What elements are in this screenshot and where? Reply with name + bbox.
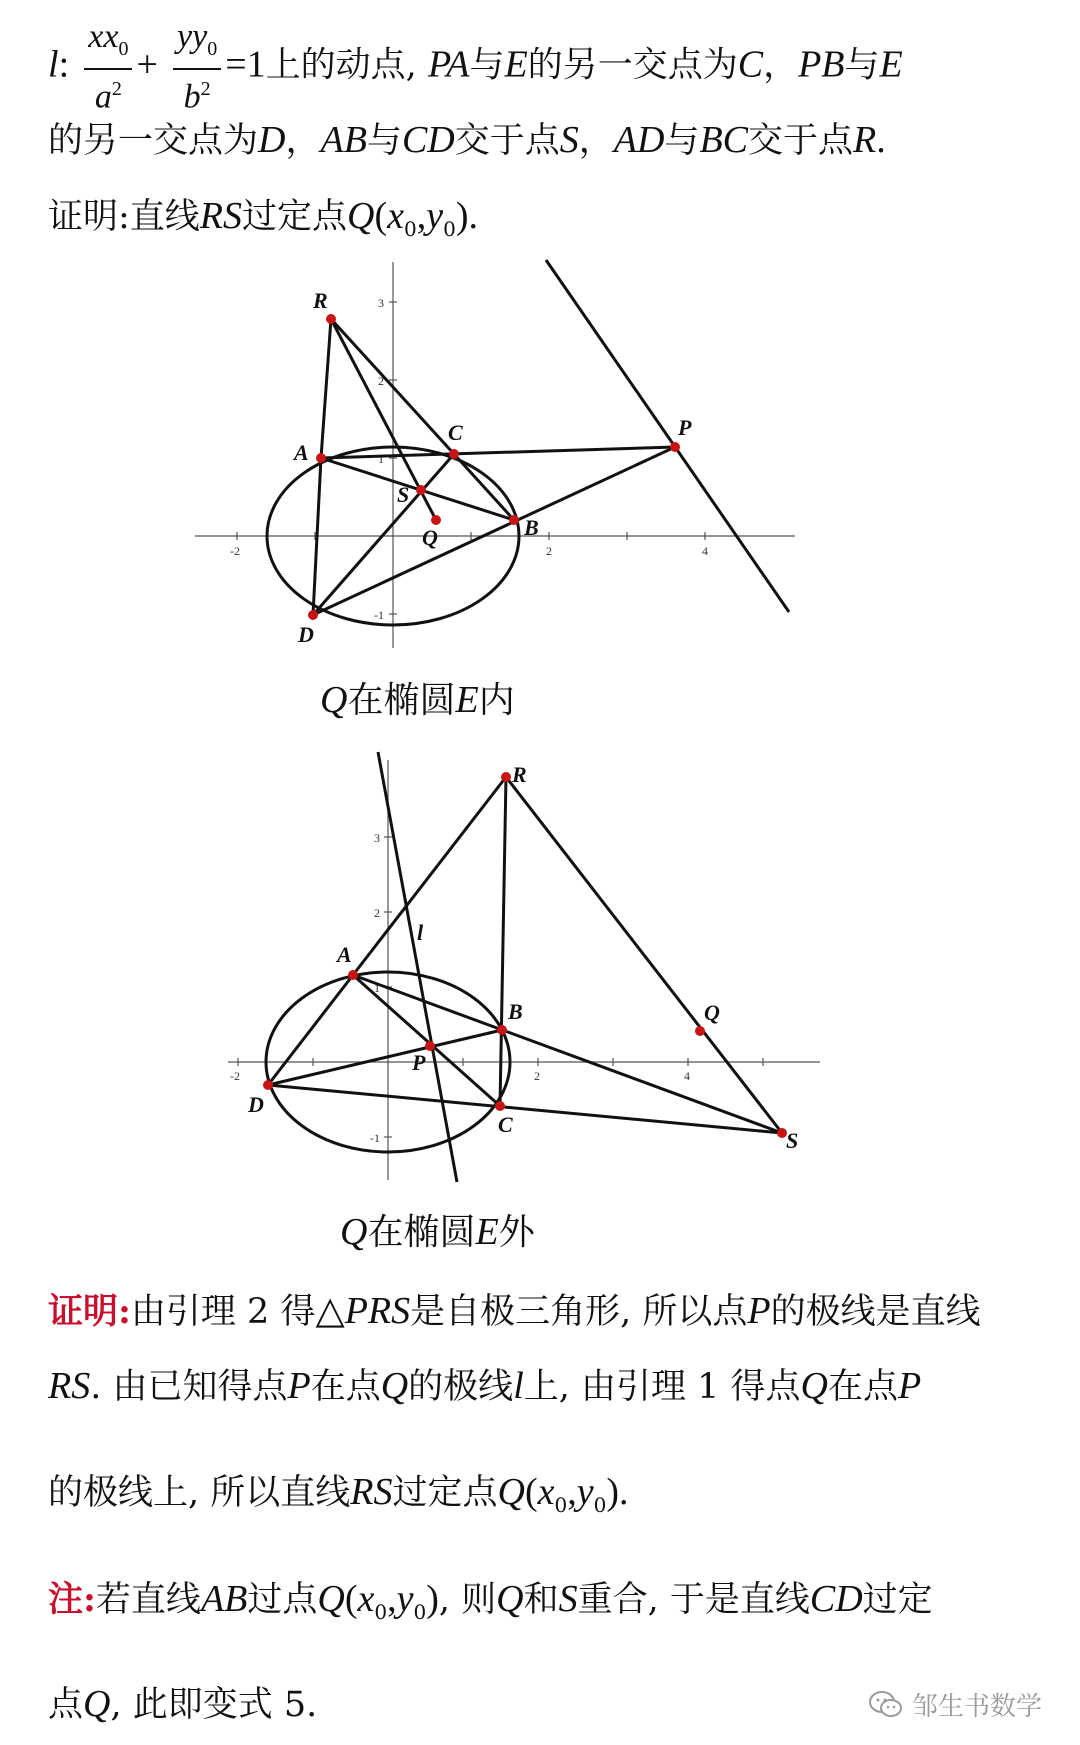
var-y: y [426,195,444,237]
tick-label: -1 [374,608,384,622]
polar-line-l [546,260,789,612]
tick-label: 3 [374,831,380,845]
text-segment: 过定点 [392,1473,498,1513]
point-labels [247,762,798,1153]
frac1-num-sub: 0 [118,37,129,60]
point-D [263,1080,273,1090]
var-RS: RS [48,1365,91,1407]
var-E: E [475,1211,499,1253]
sub-0: 0 [413,1600,427,1624]
point-Q [695,1026,705,1036]
text-segment: ， [578,121,614,161]
var-RS: RS [199,195,243,237]
text-segment: ， [285,121,321,161]
text-line-2 [48,116,886,165]
point-A [348,970,358,980]
label-l: l [417,920,424,945]
point-P [670,442,680,452]
wechat-icon [868,1690,904,1720]
figure-q-inside [0,250,1080,670]
var-PRS: PRS [344,1290,411,1332]
label-D: D [298,622,314,647]
text-segment: 的极线上, 所以直线 [48,1473,351,1513]
var-S: S [559,119,579,161]
text-segment: 与 [366,121,402,161]
segment-RS [506,777,782,1133]
text-segment: 若直线 [95,1580,201,1620]
point-S [416,485,426,495]
label-C: C [448,420,463,445]
var-x: x [357,1578,375,1620]
sub-0: 0 [404,217,417,241]
caption-text: 在椭圆 [367,1212,476,1253]
period: . [876,119,886,161]
var-PB: PB [798,43,845,86]
segment-RA [353,777,506,975]
construction-lines [268,752,782,1182]
text-line-3 [48,192,478,253]
period: . [468,195,479,237]
var-x: x [537,1471,555,1513]
var-BC: BC [699,119,748,161]
var-R: R [853,119,877,161]
label-B: B [524,515,539,540]
var-Q: Q [347,195,375,237]
label-S: S [786,1128,799,1153]
caption-text: 内 [478,680,515,721]
var-RS: RS [350,1471,393,1513]
text-segment: , 此即变式 5. [110,1685,318,1725]
var-E: E [455,679,479,721]
frac2-num-sub: 0 [207,37,218,60]
label-R: R [512,762,527,787]
var-CD: CD [401,119,455,161]
watermark-text: 邹生书数学 [911,1692,1042,1722]
point-R [326,314,336,324]
var-PA: PA [427,43,470,86]
caption-figure-2 [340,1204,535,1255]
proof-line-1 [48,1287,981,1336]
label-B: B [508,999,523,1024]
figure-q-outside [0,745,1080,1195]
text-segment: 的极线 [408,1367,514,1407]
tick-label: 2 [378,374,384,388]
frac1-den: a [94,78,112,116]
caption-text: 外 [498,1212,535,1253]
paren: ) [426,1578,439,1620]
text-segment: 过定 [862,1580,933,1620]
label-P: P [678,415,692,440]
var-P: P [898,1365,922,1407]
point-A [316,453,326,463]
tick-label: 4 [702,544,708,558]
proof-line-2 [48,1362,921,1411]
label-C: C [498,1112,513,1137]
var-Q: Q [340,1211,368,1253]
point-C [495,1101,505,1111]
point-R [501,772,511,782]
var-D: D [258,119,286,161]
point-C [449,449,459,459]
segment-DS [268,1085,782,1133]
construction-lines [313,260,789,615]
segment-RC [500,777,506,1106]
text-segment: 与 [664,121,700,161]
text-segment: 过点 [247,1580,318,1620]
point-P [425,1041,435,1051]
paren: ) [606,1471,619,1513]
equals-one: =1 [225,43,266,86]
label-Q: Q [704,1000,720,1025]
proof-line-3 [48,1468,628,1529]
tick-label: -2 [230,1069,240,1083]
tick-label: -1 [370,1131,380,1145]
var-S: S [558,1578,578,1620]
polar-line-l [378,752,457,1182]
var-Q: Q [317,1578,345,1620]
text-segment: 过定点 [242,197,348,237]
tick-label: 3 [378,296,384,310]
text-segment: 上的动点, [265,45,417,86]
paren: ) [455,195,469,237]
segment-AC [353,975,500,1106]
caption-text: 在椭圆 [347,680,456,721]
point-B [497,1025,507,1035]
segment-RA [321,319,331,458]
var-Q: Q [83,1683,111,1725]
note-line-2 [48,1680,317,1729]
paren: ( [344,1578,358,1620]
sub-0: 0 [443,217,456,241]
period: . [618,1471,629,1513]
var-Q: Q [380,1365,409,1407]
var-Q: Q [320,679,348,721]
caption-figure-1 [320,672,515,723]
label-D: D [248,1092,264,1117]
var-AB: AB [200,1578,248,1620]
var-E: E [879,43,903,86]
text-segment: 是自极三角形, 所以点 [410,1292,748,1332]
frac2-den-sup: 2 [200,77,211,100]
frac1-den-sup: 2 [111,77,122,100]
text-segment: 上, 由引理 1 得点 [523,1367,801,1407]
var-y: y [396,1578,414,1620]
point-B [509,515,519,525]
label-Q: Q [422,525,438,550]
watermark [868,1686,1042,1723]
var-x: x [387,195,405,237]
points [308,314,680,620]
text-segment: 点 [48,1685,84,1725]
note-line-1 [48,1575,933,1636]
fraction-x [84,18,132,116]
label-A: A [337,942,352,967]
var-y: y [576,1471,594,1513]
text-segment: 由引理 2 得 [130,1292,316,1332]
var-Q: Q [496,1578,524,1620]
colon: : [58,43,70,86]
sub-0: 0 [554,1493,568,1517]
frac1-num: xx [88,18,119,55]
text-segment: 与 [844,45,880,86]
var-l: l [48,43,59,86]
var-C: C [737,43,764,86]
tick-label: 1 [374,981,380,995]
var-Q: Q [800,1365,828,1407]
text-segment: 的另一交点为 [527,45,738,86]
tick-label: 4 [684,1069,690,1083]
frac2-num: yy [177,18,208,55]
text-segment: 的极线是直线 [770,1292,981,1332]
comma: , [416,195,427,237]
frac2-den: b [183,78,201,116]
plus-sign: + [136,43,158,86]
text-segment: ， [763,45,799,86]
text-line-1 [48,18,903,116]
fraction-y [173,18,221,116]
text-segment: 交于点 [748,121,854,161]
paren: ( [374,195,388,237]
var-l: l [513,1365,524,1407]
axes [228,760,820,1180]
label-A: A [294,440,309,465]
text-segment: 与 [469,45,505,86]
tick-label: 2 [546,544,552,558]
comma: , [567,1471,577,1513]
proof-label: 证明: [48,1291,131,1332]
sub-0: 0 [593,1493,607,1517]
text-segment: 交于点 [454,121,560,161]
var-AD: AD [613,119,665,161]
var-E: E [504,43,528,86]
triangle-symbol: △ [315,1290,345,1332]
text-segment: 在点 [310,1367,381,1407]
note-label: 注: [48,1579,96,1620]
tick-label: 1 [378,452,384,466]
var-AB: AB [320,119,367,161]
tick-label: -2 [230,544,240,558]
var-P: P [287,1365,311,1407]
point-D [308,610,318,620]
text-segment: , 则 [438,1580,497,1620]
text-segment: 证明:直线 [48,197,200,237]
label-S: S [397,482,410,507]
text-segment: 的另一交点为 [48,121,259,161]
tick-label: 2 [534,1069,540,1083]
tick-label: 2 [374,906,380,920]
var-CD: CD [809,1578,863,1620]
label-P: P [412,1050,426,1075]
text-segment: 和 [523,1580,559,1620]
text-segment: . 由已知得点 [90,1367,288,1407]
label-R: R [313,288,328,313]
point-Q [431,515,441,525]
paren: ( [524,1471,538,1513]
comma: , [387,1578,397,1620]
text-segment: 在点 [827,1367,898,1407]
var-P: P [747,1290,771,1332]
text-segment: 重合, 于是直线 [577,1580,810,1620]
sub-0: 0 [374,1600,388,1624]
var-Q: Q [497,1471,525,1513]
